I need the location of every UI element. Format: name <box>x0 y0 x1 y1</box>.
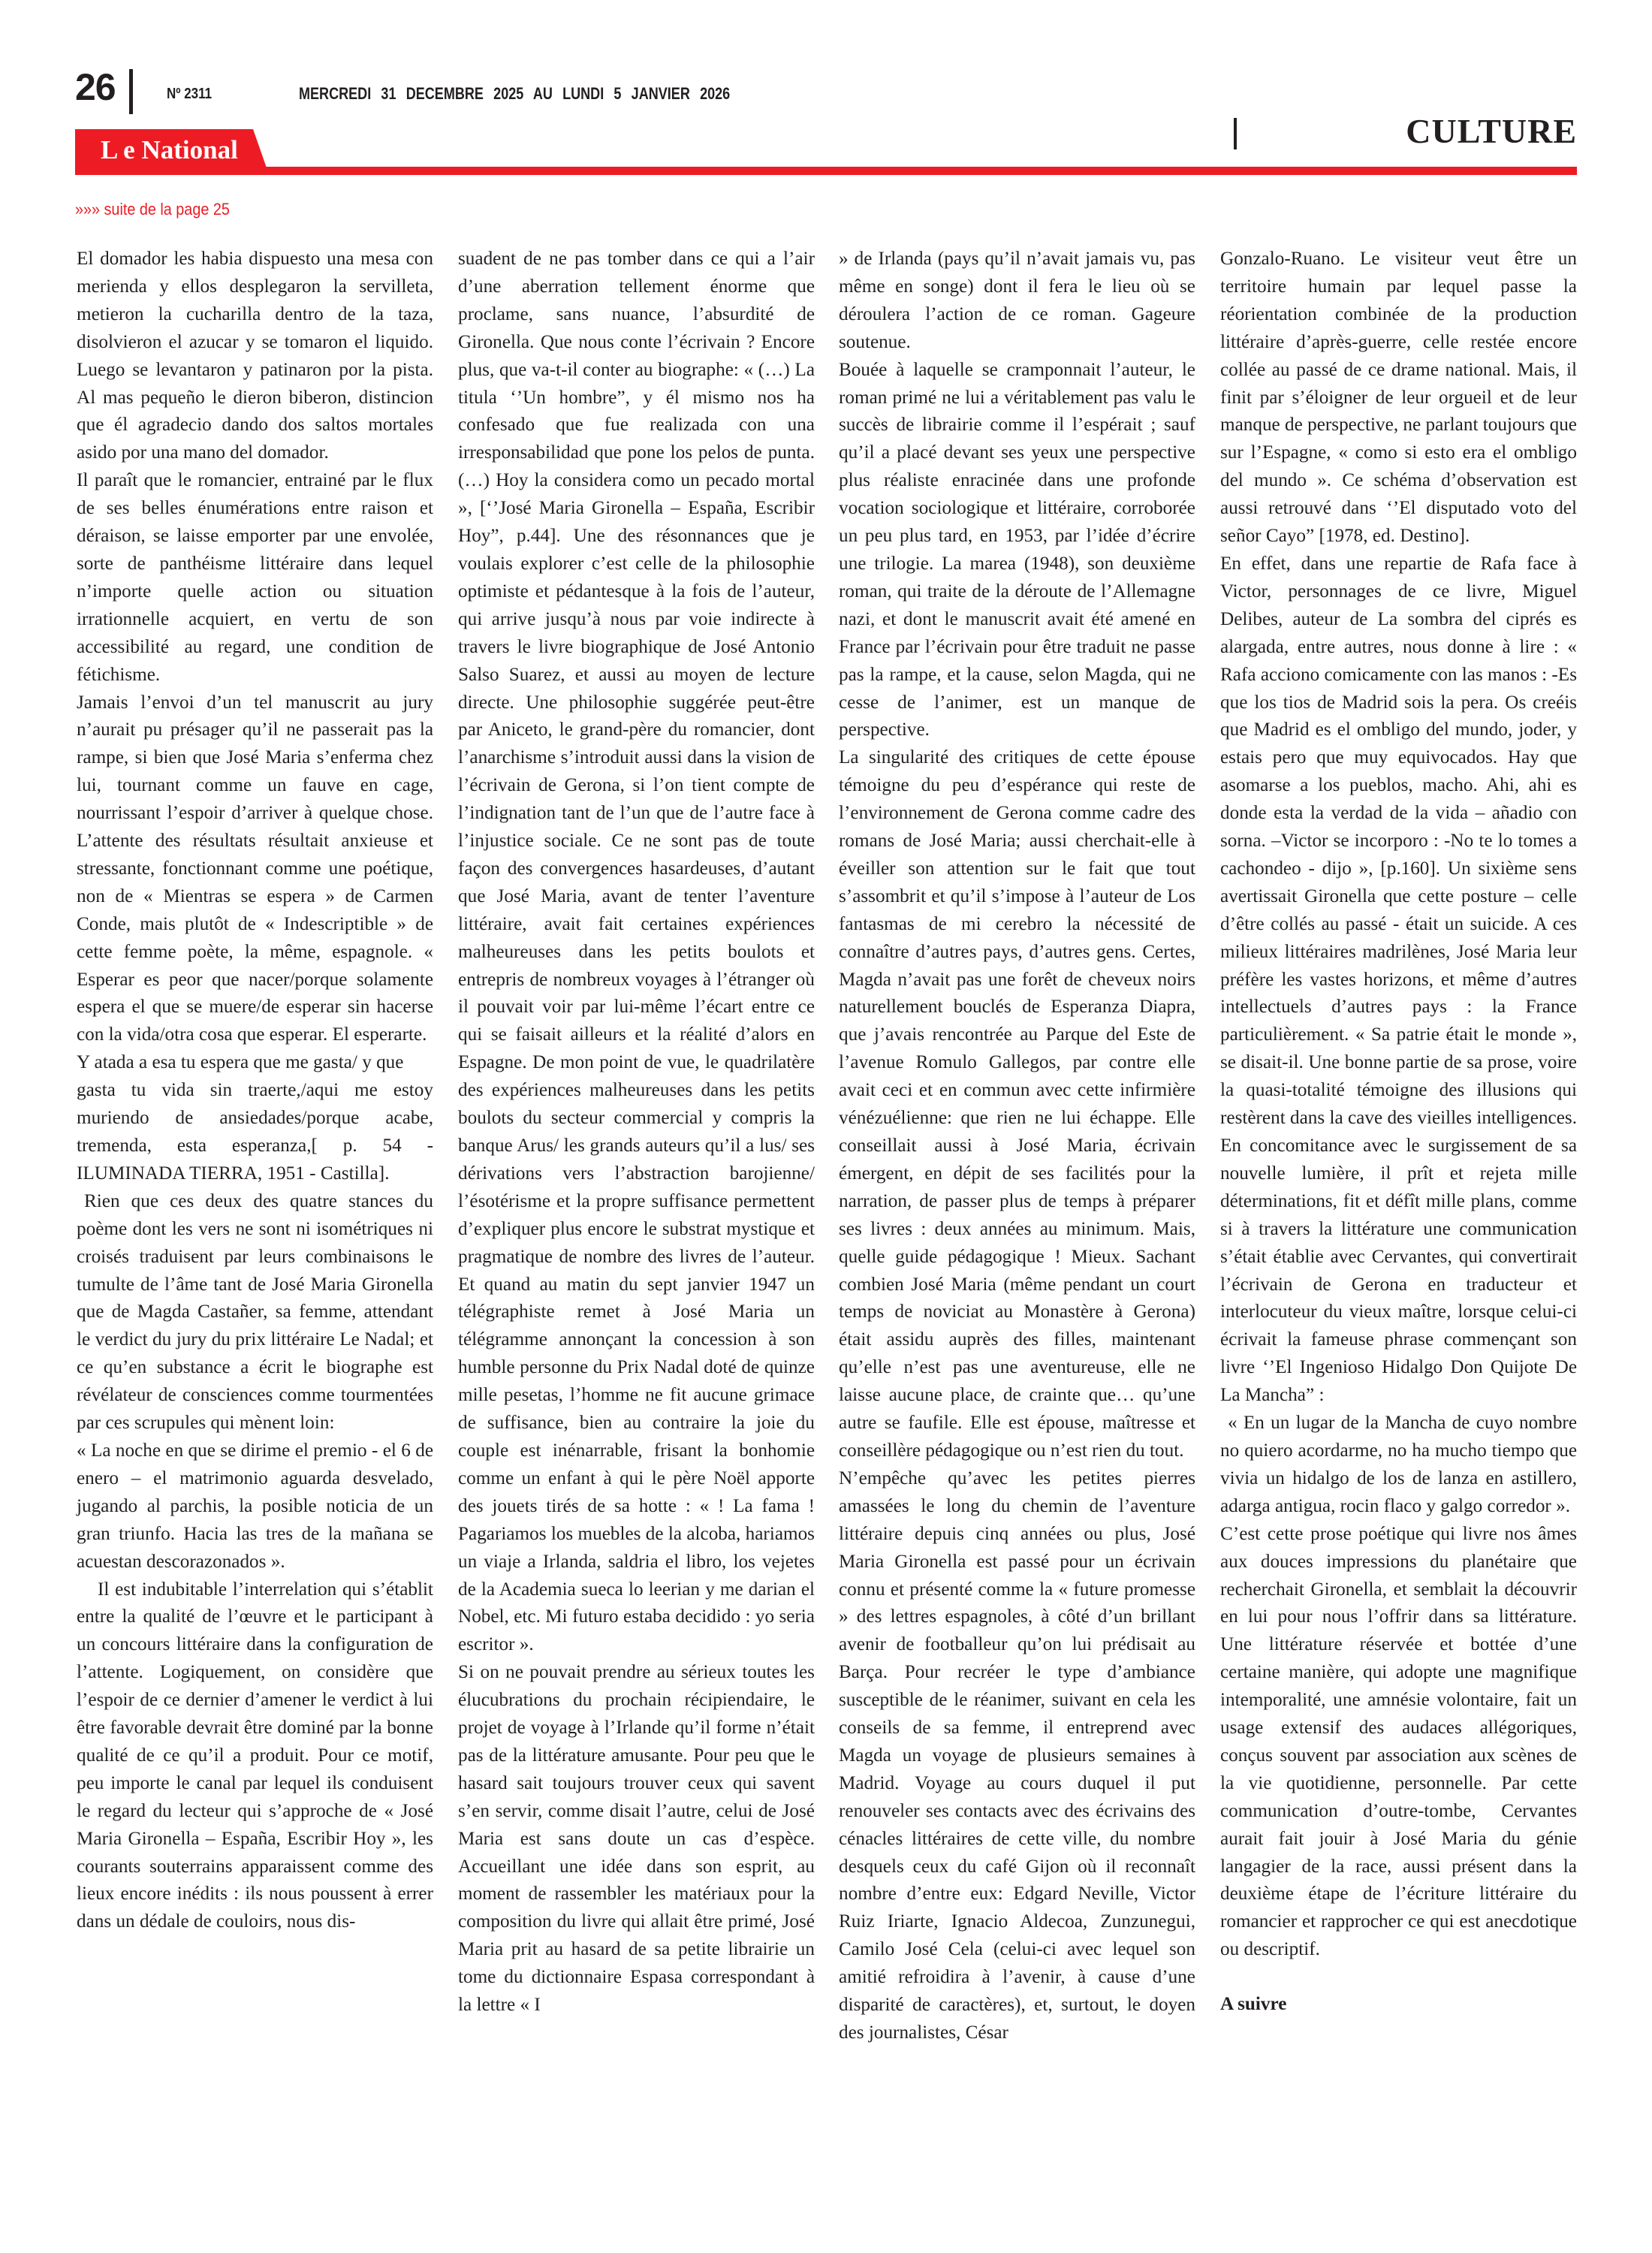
article-column-3 <box>839 246 1195 2047</box>
paragraph: En effet, dans une repartie de Rafa face à Victor, personnages de ce livre, Miguel Delibes, auteur de La sombra del ciprés es alargada, entre autres, nous donne à lire : « Rafa acciono comicamente con las manos : -Es que los tios de Madrid sois la pera. Os creéis que Madrid es el ombligo del mundo, joder, y estais pero que muy equivocados. Hay que asomarse a los pueblos, macho. Ahi, ahi es donde esta la verdad de la vida – añadio con sorna. –Victor se incorporo : -No te lo tomes a cachondeo - dijo », [p.160]. Un sixième sens avertissait Gironella que cette posture – celle d’être collés au passé - était un suicide. A ces milieux littéraires madrilènes, José Maria leur préfère les vastes horizons, et même d’autres intellectuels d’autres pays : la France particulièrement. « Sa patrie était le monde », se disait-il. Une bonne partie de sa prose, voire la quasi-totalité témoigne des illusions qui restèrent dans la cave des vieilles intelligences. En concomitance avec le surgissement de sa nouvelle lumière, il prît et rejeta mille déterminations, fit et défît mille plans, comme si à travers la littérature une communication s’était établie avec Cervantes, qui convertirait l’écrivain de Gerona en traducteur et interlocuteur du vieux maître, lorsque celui-ci écrivait la fameuse phrase commençant son livre ‘’El Ingenioso Hidalgo Don Quijote De La Mancha” : <box>1220 553 1577 1406</box>
paragraph: Jamais l’envoi d’un tel manuscrit au jury n’aurait pu présager qu’il ne passerait pas la rampe, si bien que José Maria s’enferma chez lui, tournant comme un fauve en cage, nourrissant l’espoir d’arriver à quelque chose. L’attente des résultats résultait anxieuse et stressante, fonctionnant comme une poétique, non de « Mientras se espera » de Carmen Conde, mais plutôt de « Indescriptible » de cette femme poète, la même, espagnole. « Esperar es peor que nacer/porque solamente espera el que se muere/de esperar sin hacerse con la vida/otra cosa que esperar. El esperarte. <box>77 692 433 1045</box>
newspaper-logo: L e National <box>101 135 238 164</box>
paragraph: Gonzalo-Ruano. Le visiteur veut être un territoire humain par lequel passe la réorientation combinée de la production littéraire d’après-guerre, celle restée encore collée au passé de ce drame national. Mais, il finit par s’éloigner de leur orgueil et de leur manque de perspective, ne parlant toujours que sur l’Espagne, « como si esto era el ombligo del mundo ». Ce schéma d’observation est aussi retrouvé dans ‘’El disputado voto del señor Cayo” [1978, ed. Destino]. <box>1220 249 1577 547</box>
paragraph: Si on ne pouvait prendre au sérieux toutes les élucubrations du prochain récipiendaire, le projet de voyage à l’Irlande qu’il forme n’était pas de la littérature amusante. Pour peu que le hasard sait toujours trouver ceux qui savent s’en servir, comme disait l’autre, celui de José Maria est sans doute un cas d’espèce. Accueillant une idée dans son esprit, au moment de rassembler les matériaux pour la composition du livre qui allait être primé, José Maria prit au hasard de sa petite librairie un tome du dictionnaire Espasa correspondant à la lettre « I <box>458 1662 815 2016</box>
article-column-2 <box>458 246 815 2019</box>
paragraph: « La noche en que se dirime el premio - el 6 de enero – el matrimonio aguarda desvelado, jugando al parchis, la posible noticia de un gran triunfo. Hacia las tres de la mañana se acuestan descorazonados ». <box>77 1440 433 1572</box>
to-be-continued-label: A suivre <box>1220 1994 1287 2015</box>
section-divider <box>1234 118 1237 149</box>
paragraph: Il est indubitable l’interrelation qui s’établit entre la qualité de l’œuvre et le participant à un concours littéraire dans la configuration de l’attente. Logiquement, on considère que l’espoir de ce dernier d’amener le verdict à lui être favorable devrait être dominé par la bonne qualité de ce qu’il a produit. Pour ce motif, peu importe le canal par lequel ils conduisent le regard du lecteur qui s’approche de « José Maria Gironella – España, Escribir Hoy », les courants souterrains apparaissent comme des lieux encore inédits : ils nous poussent à errer dans un dédale de couloirs, nous dis- <box>77 1579 433 1932</box>
paragraph: » de Irlanda (pays qu’il n’avait jamais vu, pas même en songe) dont il fera le lieu où se déroulera l’action de ce roman. Gageure soutenue. <box>839 249 1195 352</box>
paragraph: Rien que ces deux des quatre stances du poème dont les vers ne sont ni isométriques ni croisés traduisent par leurs combinaisons le tumulte de l’âme tant de José Maria Gironella que de Magda Castañer, sa femme, attendant le verdict du jury du prix littéraire Le Nadal; et ce qu’en substance a écrit le biographe est révélateur de consciences comme tourmentées par ces scrupules qui mènent loin: <box>77 1190 433 1434</box>
issue-date: MERCREDI 31 DECEMBRE 2025 AU LUNDI 5 JANVIER 2026 <box>299 84 731 103</box>
page-number-divider <box>129 69 133 114</box>
article-column-4 <box>1220 246 1577 2019</box>
header-rule <box>75 167 1577 175</box>
paragraph: N’empêche qu’avec les petites pierres amassées le long du chemin de l’aventure littéraire depuis cinq années ou plus, José Maria Gironella est passé pour un écrivain connu et présenté comme la « future promesse » des lettres espagnoles, à côté d’un brillant avenir de footballeur qu’on lui prédisait au Barça. Pour recréer le type d’ambiance susceptible de le réanimer, suivant en cela les conseils de sa femme, il entreprend avec Magda un voyage de plusieurs semaines à Madrid. Voyage au cours duquel il put renouveler ses contacts avec des écrivains des cénacles littéraires de cette ville, du nombre desquels ceux du café Gijon où il reconnaît nombre d’entre eux: Edgard Neville, Victor Ruiz Iriarte, Ignacio Aldecoa, Zunzunegui, Camilo José Cela (celui-ci avec lequel son amitié refroidira à l’avenir, à cause d’une disparité de caractères), et, surtout, le doyen des journalistes, César <box>839 1467 1195 2043</box>
issue-number: Nº 2311 <box>167 86 213 102</box>
paragraph: C’est cette prose poétique qui livre nos âmes aux douces impressions du planétaire que recherchait Gironella, et semblait la découvrir en lui pour nous l’offrir dans sa littérature. Une littérature réservée et bottée d’une certaine manière, qui adopte une magnifique intemporalité, une amnésie volontaire, fait un usage extensif des audaces allégoriques, conçus souvent par association aux scènes de la vie quotidienne, personnelle. Par cette communication d’outre-tombe, Cervantes aurait fait jouir à José Maria du génie langagier de la race, aussi présent dans la deuxième étape de l’écriture littéraire du romancier et rapprocher ce qui est anecdotique ou descriptif. <box>1220 1523 1577 1960</box>
paragraph: Bouée à laquelle se cramponnait l’auteur, le roman primé ne lui a véritablement pas valu le succès de librairie comme il l’espérait ; sauf qu’il a placé devant ses yeux une perspective plus réaliste enracinée dans une profonde vocation sociologique et littéraire, corroborée un peu plus tard, en 1953, par l’idée d’écrire une trilogie. La marea (1948), son deuxième roman, qui traite de la déroute de l’Allemagne nazi, et dont le manuscrit avait été amené en France par l’écrivain pour être traduit ne passe pas la rampe, et la cause, selon Magda, qui ne cesse de l’animer, est un manque de perspective. <box>839 359 1195 740</box>
paragraph: Il paraît que le romancier, entrainé par le flux de ses belles énumérations entre raison et déraison, se laisse emporter par une envolée, sorte de panthéisme littéraire dans lequel n’importe quelle action ou situation irrationnelle acquiert, en vertu de son accessibilité au regard, une condition de fétichisme. <box>77 470 433 685</box>
paragraph: suadent de ne pas tomber dans ce qui a l’air d’une aberration tellement énorme que proclame, sans nuance, l’absurdité de Gironella. Que nous conte l’écrivain ? Encore plus, que va-t-il conter au biographe: « (…) La titula ‘’Un hombre”, y él mismo nos ha confesado que fue realizada con una irresponsabilidad que pone los pelos de punta. (…) Hoy la considera como un pecado mortal », [‘’José Maria Gironella – España, Escribir Hoy”, p.44]. Une des résonnances que je voulais explorer c’est celle de la philosophie optimiste et pédantesque à la fois de l’auteur, qui arrive jusqu’à nous par voie indirecte à travers le livre biographique de José Antonio Salso Suarez, et aussi au moyen de lecture directe. Une philosophie suggérée peut-être par Aniceto, le grand-père du romancier, dont l’anarchisme s’introduit aussi dans la vision de l’écrivain de Gerona, si l’on tient compte de l’indignation tant de l’un que de l’autre face à l’injustice sociale. Ce ne sont pas de toute façon des convergences hasardeuses, d’autant que José Maria, avant de tenter l’aventure littéraire, avait fait certaines expériences malheureuses dans les petits boulots et entrepris de nombreux voyages à l’étranger où il pouvait voir par lui-même l’écart entre ce qui se faisait ailleurs et la réalité d’alors en Espagne. De mon point de vue, le quadrilatère des expériences malheureuses dans les petits boulots du secteur commercial y compris la banque Arus/ les grands auteurs qu’il a lus/ ses dérivations vers l’abstraction barojienne/ l’ésotérisme et la propre suffisance permettent d’expliquer plus encore le substrat mystique et pragmatique de nombre des livres de l’auteur. Et quand au matin du sept janvier 1947 un télégraphiste remet à José Maria un télégramme annonçant la concession à son humble personne du Prix Nadal doté de quinze mille pesetas, l’homme ne fit aucune grimace de suffisance, bien au contraire la joie du couple est inénarrable, frisant la bonhomie comme un enfant à qui le père Noël apporte des jouets tirés de sa hotte : « ! La fama ! Pagariamos los muebles de la alcoba, hariamos un viaje a Irlanda, saldria el libro, los vejetes de la Academia sueca lo leerian y me darian el Nobel, etc. Mi futuro estaba decidido : yo seria escritor ». <box>458 249 815 1655</box>
page-number: 26 <box>75 66 116 108</box>
paragraph: Y atada a esa tu espera que me gasta/ y que <box>77 1052 404 1073</box>
section-title: CULTURE <box>1406 112 1577 150</box>
paragraph: gasta tu vida sin traerte,/aqui me estoy muriendo de ansiedades/porque acabe, tremenda, esta esperanza,[ p. 54 - ILUMINADA TIERRA, 1951 - Castilla]. <box>77 1080 433 1184</box>
paragraph: La singularité des critiques de cette épouse témoigne du peu d’espérance qui reste de l’environnement de Gerona comme cadre des romans de José Maria; aussi cherchait-elle à éveiller son attention sur le fait que tout s’assombrit et qu’il s’impose à l’auteur de Los fantasmas de mi cerebro la nécessité de connaître d’autres pays, d’autres gens. Certes, Magda n’avait pas une forêt de cheveux noirs naturellement bouclés de Esperanza Diapra, que j’avais rencontrée au Parque del Este de l’avenue Romulo Gallegos, par contre elle avait ceci et en commun avec cette infirmière vénézuélienne: que rien ne lui échappe. Elle conseillait aussi à José Maria, écrivain émergent, en dépit de ses facilités pour la narration, de passer plus de temps à préparer ses livres : deux années au minimum. Mais, quelle guide pédagogique ! Mieux. Sachant combien José Maria (même pendant un court temps de noviciat au Monastère à Gerona) était assidu auprès des filles, maintenant qu’elle n’est pas une aventureuse, elle ne laisse aucune place, de crainte que… qu’une autre se faufile. Elle est épouse, maîtresse et conseillère pédagogique ou n’est rien du tout. <box>839 747 1195 1461</box>
quotation: « En un lugar de la Mancha de cuyo nombre no quiero acordarme, no ha mucho tiempo que vivia un hidalgo de los de lanza en astillero, adarga antigua, rocin flaco y galgo corredor ». <box>1220 1413 1577 1516</box>
continued-from-link[interactable]: »»» suite de la page 25 <box>75 200 230 219</box>
paragraph: El domador les habia dispuesto una mesa con merienda y ellos desplegaron la servilleta, metieron la cucharilla dentro de la taza, disolvieron el azucar y se tomaron el liquido. Luego se levantaron y patinaron por la pista. Al mas pequeño le dieron biberon, distincion que él agradecio dando dos saltos mortales asido por una mano del domador. <box>77 249 433 463</box>
article-column-1 <box>77 246 433 1936</box>
